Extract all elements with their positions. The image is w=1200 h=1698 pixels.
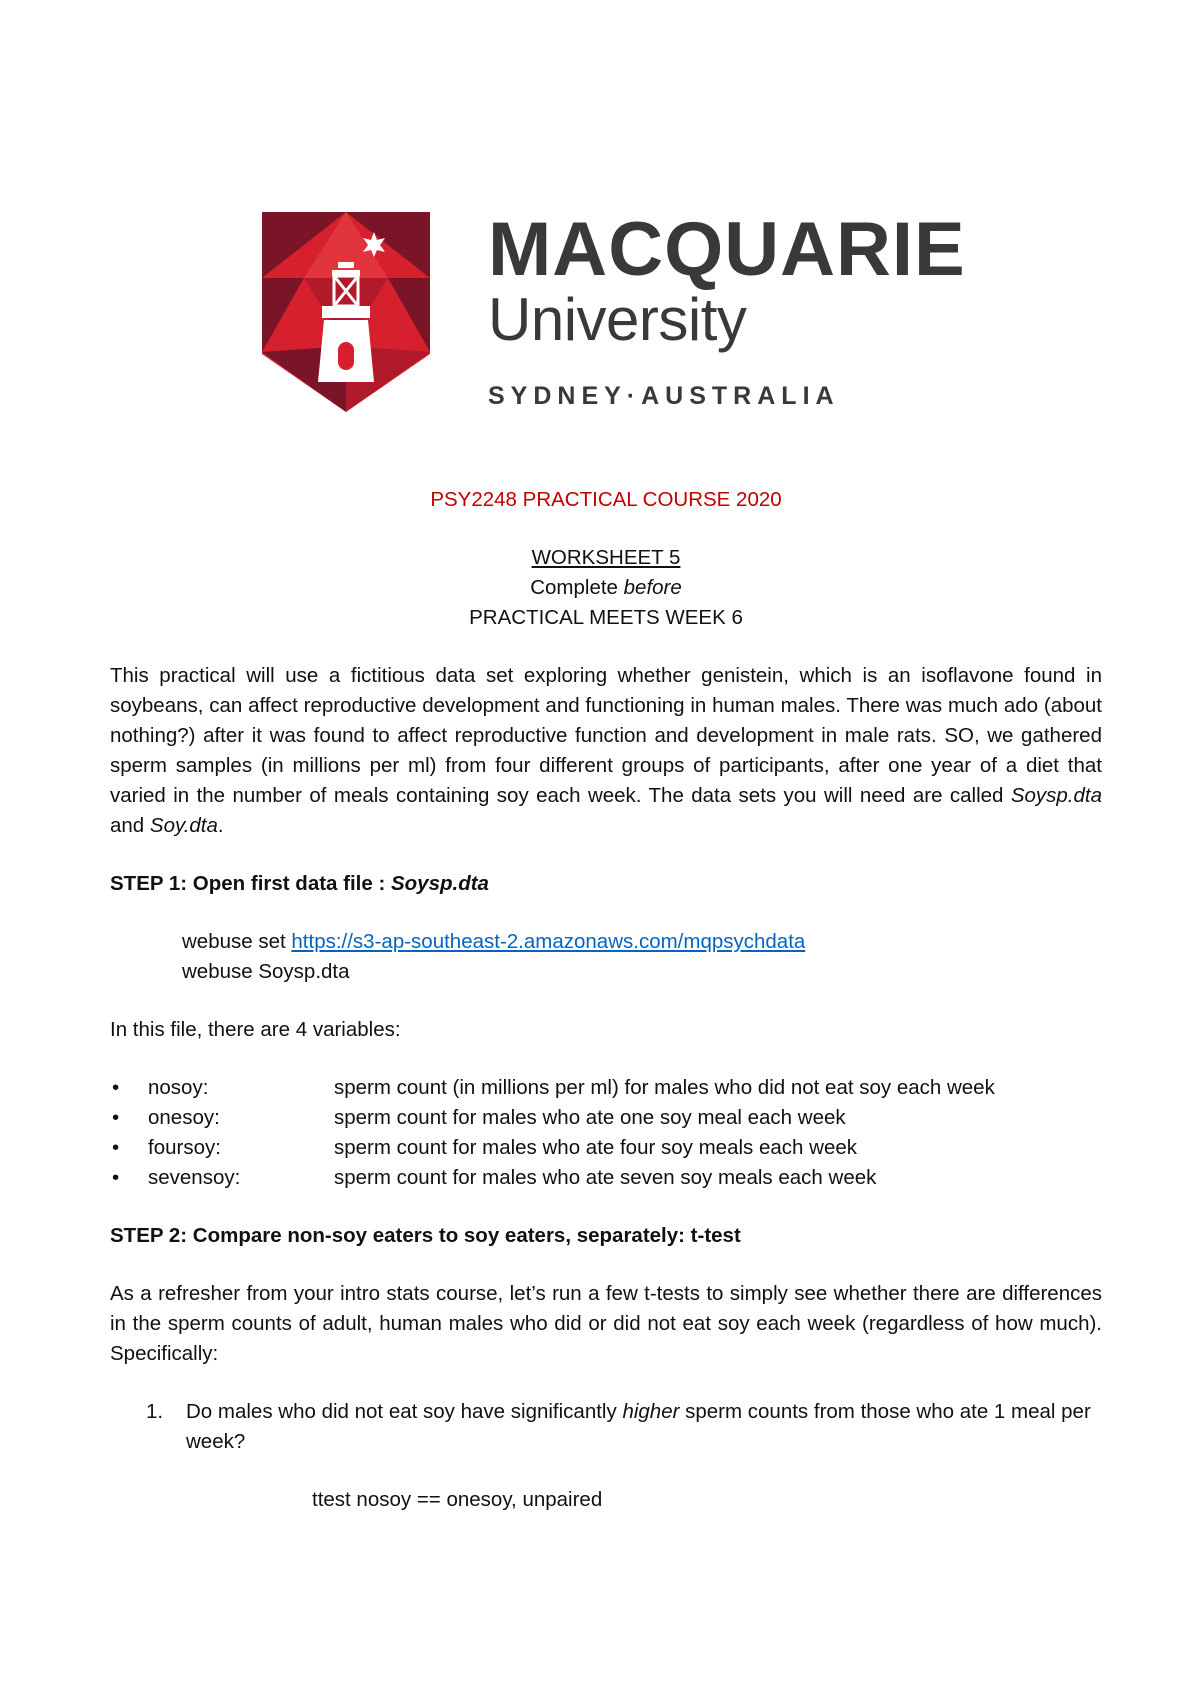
logo-wordmark-macquarie: MACQUARIE (488, 207, 966, 292)
bullet-icon: • (112, 1076, 120, 1099)
practical-meets-line: PRACTICAL MEETS WEEK 6 (469, 606, 743, 629)
intro-and: and (110, 814, 150, 837)
step2-paragraph: As a refresher from your intro stats course, let’s run a few t-tests to simply see whether there are differences in the sperm counts of adult, human males who did or did not eat soy each week (regardless of how much). Specifically: (110, 1282, 1102, 1365)
list-item (110, 1163, 1102, 1193)
logo-wordmark-university: University (488, 286, 747, 353)
question-number: 1. (146, 1400, 164, 1423)
variable-desc: sperm count for males who ate one soy meal each week (334, 1106, 846, 1129)
variable-name: nosoy: (148, 1076, 209, 1099)
step2-heading (110, 1221, 1102, 1251)
variable-name: foursoy: (148, 1136, 221, 1159)
worksheet-title: WORKSHEET 5 (531, 546, 681, 569)
complete-label: Complete (530, 576, 624, 599)
data-url-link[interactable]: https://s3-ap-southeast-2.amazonaws.com/mqpsychdata (291, 930, 806, 953)
variable-desc: sperm count for males who ate four soy meals each week (334, 1136, 857, 1159)
intro-file-1: Soysp.dta (1010, 784, 1102, 807)
before-label: before (623, 576, 682, 599)
step1-heading-text: STEP 1: Open first data file : (110, 872, 391, 895)
intro-paragraph (110, 661, 1102, 841)
step1-heading-file: Soysp.dta (390, 872, 489, 895)
step2-heading-text: STEP 2: Compare non-soy eaters to soy eaters, separately: t-test (110, 1224, 741, 1247)
step1-heading (110, 869, 1102, 899)
list-item (110, 1133, 1102, 1163)
variables-intro: In this file, there are 4 variables: (110, 1018, 401, 1041)
variable-desc: sperm count for males who ate seven soy meals each week (334, 1166, 877, 1189)
bullet-icon: • (112, 1136, 120, 1159)
question-1 (110, 1397, 1102, 1457)
ttest-command: ttest nosoy == onesoy, unpaired (312, 1488, 603, 1511)
intro-text: This practical will use a fictitious data set exploring whether genistein, which is an isoflavone found in soybeans, can affect reproductive development and functioning in human males. There was much ado (about nothing?) after it was found to affect reproductive function and development in male rats. SO, we gathered sperm samples (in millions per ml) from four different groups of participants, after one year of a diet that varied in the number of meals containing soy each week. The data sets you will need are called (110, 664, 1102, 807)
intro-end: . (217, 814, 224, 837)
variable-name: onesoy: (148, 1106, 220, 1129)
bullet-icon: • (112, 1166, 120, 1189)
complete-before-line (110, 573, 1102, 603)
question-text (186, 1397, 1102, 1457)
variable-desc: sperm count (in millions per ml) for males who did not eat soy each week (334, 1076, 995, 1099)
list-item (110, 1073, 1102, 1103)
course-title: PSY2248 PRACTICAL COURSE 2020 (430, 488, 782, 511)
logo-location: SYDNEY·AUSTRALIA (488, 382, 840, 410)
webuse-set-prefix: webuse set (182, 930, 292, 953)
variables-list (110, 1073, 1102, 1193)
list-item (110, 1103, 1102, 1133)
university-logo (262, 207, 966, 412)
variable-name: sevensoy: (148, 1166, 241, 1189)
intro-file-2: Soy.dta (149, 814, 218, 837)
webuse-file-command: webuse Soysp.dta (182, 960, 350, 983)
shield-crest-icon (262, 212, 430, 412)
question-text-b: sperm counts from those who ate 1 meal per week? (186, 1400, 1091, 1453)
question-text-a: Do males who did not eat soy have significantly (186, 1400, 623, 1423)
worksheet-body (110, 485, 1102, 1515)
question-emphasis: higher (622, 1400, 680, 1423)
bullet-icon: • (112, 1106, 120, 1129)
webuse-set-command (110, 927, 1102, 957)
